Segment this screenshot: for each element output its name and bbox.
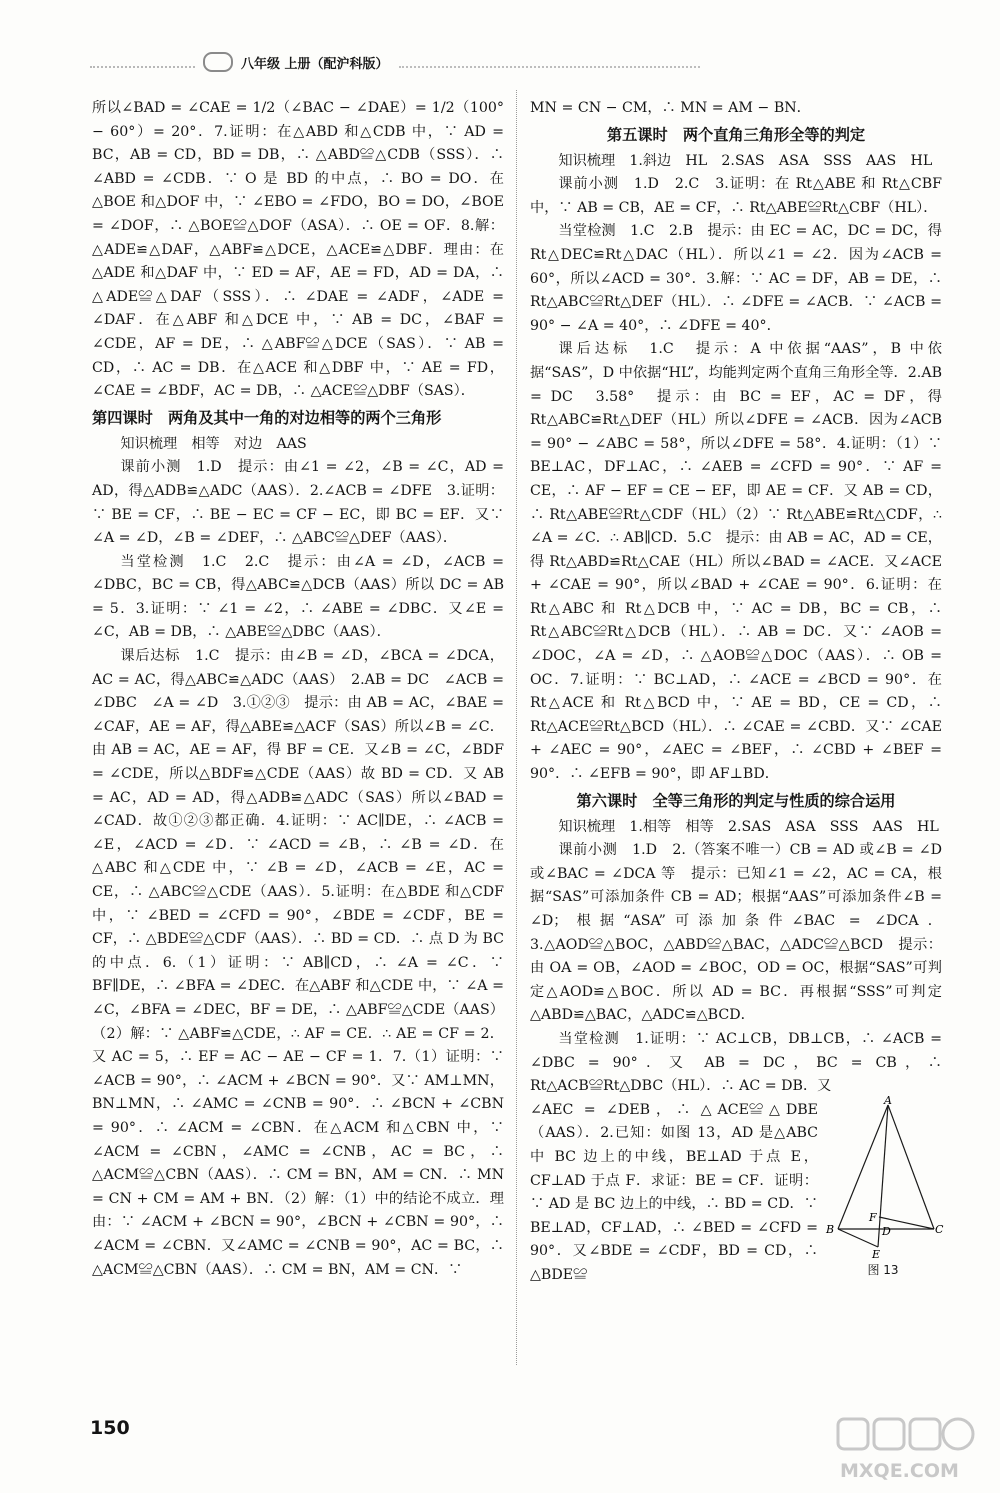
series-logo-icon	[203, 52, 233, 72]
answer-paragraph: 课前小测 1.D 2.C 3.证明：在 Rt△ABE 和 Rt△CBF 中，∵ AB = CB，AE = CF，∴ Rt△ABE≌Rt△CBF（HL）．	[530, 176, 942, 216]
figure-caption: 图 13	[867, 1262, 899, 1277]
answer-paragraph: 知识梳理 1.相等 相等 2.SAS ASA SSS AAS HL	[558, 818, 939, 835]
answer-paragraph: 当堂检测 1.C 2.C 提示：由∠A = ∠D，∠ACB = ∠DBC，BC = CB，得△ABC≌△DCB（AAS）所以 DC = AB = 5．3.证明：∵ ∠1 = ∠2，∴ ∠ABE = ∠DBC．又∠E = ∠C，AB = DB，∴ △ABE≌△DBC（AAS）．	[92, 553, 504, 641]
edge-ac	[888, 1105, 934, 1229]
label-e: E	[872, 1247, 881, 1261]
header-title: 八年级 上册（配沪科版）	[241, 56, 389, 72]
answer-paragraph: 当堂检测 1.C 2.B 提示：由 EC = AC，DC = DC，得 Rt△DEC≌Rt△DAC（HL）．所以∠1 = ∠2．因为∠ACB = 60°，所以∠ACD = 30°．3.解：∵ AC = DF，AB = DE，∴ Rt△ABC≌Rt△DEF（HL）．∴ ∠DFE = ∠ACB．∵ ∠ACB = 90° − ∠A = 40°，∴ ∠DFE = 40°．	[530, 223, 942, 334]
label-c: C	[935, 1222, 944, 1236]
right-column-wrap-paragraph: ∠AEC = ∠DEB，∴ △ACE≌△DBE（AAS）．2.已知：如图 13，AD 是△ABC 中 BC 边上的中线，BE⊥AD 于点 E，CF⊥AD 于点 F．求证：BE = CF．证明：∵ AD 是 BC 边上的中线，∴ BD = CD．∵ BE⊥AD，CF⊥AD，∴ ∠BED = ∠CFD = 90°．又∠BDE = ∠CDF，BD = CD，∴ △BDE≌	[530, 1101, 818, 1283]
page-header	[90, 50, 700, 74]
triangle-diagram	[824, 1093, 944, 1261]
page-number: 150	[90, 1417, 130, 1439]
answer-paragraph: 课后达标 1.C 提示：由∠B = ∠D，∠BCA = ∠DCA，AC = AC，得△ABC≌△ADC（AAS） 2.AB = DC ∠ACB = ∠DBC ∠A = ∠D 3.①②③ 提示：由 AB = AC，∠BAE = ∠CAF，AE = AF，得△ABE≌△ACF（SAS）所以∠B = ∠C．由 AB = AC，AE = AF，得 BF = CE．又∠B = ∠C，∠BDF = ∠CDE，所以△BDF≌△CDE（AAS）故 BD = CD．又 AB = AC，AD = AD，得△ADB≌△ADC（SAS）所以∠BAD = ∠CAD．故①②③都正确．4.证明：∵ AC∥DE，∴ ∠ACB = ∠E，∠ACD = ∠D．∵ ∠ACD = ∠B，∴ ∠B = ∠D．在△ABC 和△CDE 中，∵ ∠B = ∠D，∠ACB = ∠E，AC = CE，∴ △ABC≌△CDE（AAS）．5.证明：在△BDE 和△CDF 中，∵ ∠BED = ∠CFD = 90°，∠BDE = ∠CDF，BE = CF，∴ △BDE≌△CDF（AAS）．∴ BD = CD．∴ 点 D 为 BC 的中点．6.（1）证明：∵ AB∥CD，∴ ∠A = ∠C．∵ BF∥DE，∴ ∠BFA = ∠DEC．在△ABF 和△CDE 中，∵ ∠A = ∠C，∠BFA = ∠DEC，BF = DE，∴ △ABF≌△CDE（AAS）（2）解：∵ △ABF≌△CDE，∴ AF = CE．∴ AE = CF = 2．又 AC = 5，∴ EF = AC − AE − CF = 1．7.（1）证明：∵ ∠ACB = 90°，∴ ∠ACM + ∠BCN = 90°．又∵ AM⊥MN，BN⊥MN，∴ ∠AMC = ∠CNB = 90°．∴ ∠BCN + ∠CBN = 90°．∴ ∠ACM = ∠CBN．在△ACM 和△CBN 中，∵ ∠ACM = ∠CBN，∠AMC = ∠CNB，AC = BC，∴ △ACM≌△CBN（AAS）．∴ CM = BN，AM = CN．∴ MN = CN + CM = AM + BN．（2）解：（1）中的结论不成立．理由：∵ ∠ACM + ∠BCN = 90°，∠BCN + ∠CBN = 90°，∴ ∠ACM = ∠CBN．又∠AMC = ∠CNB = 90°，AC = BC，∴ △ACM≌△CBN（AAS）．∴ CM = BN，AM = CN．∵	[92, 648, 504, 1278]
answer-paragraph: 课前小测 1.D 2.（答案不唯一）CB = AD 或∠B = ∠D 或∠BAC = ∠DCA 等 提示：已知∠1 = ∠2，AC = CA，根据“SAS”可添加条件 CB = AD；根据“AAS”可添加条件∠B = ∠D；根据“ASA”可添加条件∠BAC = ∠DCA．3.△AOD≌△BOC，△ABD≌△BAC，△ADC≌△BCD 提示：由 OA = OB，∠AOD = ∠BOC，OD = OC，根据“SAS”可判定△AOD≌△BOC．所以 AD = BC．再根据“SSS”可判定△ABD≌△BAC，△ADC≌△BCD．	[530, 842, 942, 1024]
answer-paragraph: 所以∠BAD = ∠CAE = 1/2（∠BAC − ∠DAE）= 1/2（100° − 60°）= 20°．7.证明：在△ABD 和△CDB 中，∵ AD = BC，AB = CD，BD = DB，∴ △ABD≌△CDB（SSS）．∴ ∠ABD = ∠CDB．∵ O 是 BD 的中点，∴ BO = DO．在△BOE 和△DOF 中，∵ ∠EBO = ∠FDO，BO = DO，∠BOE = ∠DOF，∴ △BOE≌△DOF（ASA）．∴ OE = OF．8.解：△ADE≌△DAF，△ABF≌△DCE，△ACE≌△DBF．理由：在△ADE 和△DAF 中，∵ ED = AF，AE = FD，AD = DA，∴ △ADE≌△DAF（SSS）．∴ ∠DAE = ∠ADF，∠ADE = ∠DAF．在△ABF 和△DCE 中，∵ AB = DC，∠BAF = ∠CDE，AF = DE，∴ △ABF≌△DCE（SAS）．∵ AB = CD，∴ AC = DB．在△ACE 和△DBF 中，∵ AE = FD，∠CAE = ∠BDF，AC = DB，∴ △ACE≌△DBF（SAS）．	[92, 100, 504, 400]
label-f: F	[869, 1210, 877, 1224]
figure-13	[824, 1093, 944, 1283]
right-column	[530, 97, 942, 1288]
label-b: B	[826, 1222, 835, 1236]
label-d: D	[882, 1224, 891, 1238]
answer-paragraph: 知识梳理 1.斜边 HL 2.SAS ASA SSS AAS HL	[558, 152, 933, 169]
answer-paragraph: 当堂检测 1.证明：∵ AC⊥CB，DB⊥CB，∴ ∠ACB = ∠DBC = 90°．又 AB = DC，BC = CB，∴ Rt△ACB≌Rt△DBC（HL）．∴ AC = DB．又	[530, 1030, 942, 1095]
lesson-heading: 第四课时 两角及其中一角的对边相等的两个三角形	[92, 408, 442, 427]
watermark-logo	[830, 1415, 980, 1485]
watermark-text: MXQE.COM	[840, 1460, 959, 1482]
answer-paragraph: 课后达标 1.C 提示：A 中依据“AAS”，B 中依据“SAS”，D 中依据“HL”，均能判定两个直角三角形全等．2.AB = DC 3.58° 提示：由 BC = EF，AC = DF，得 Rt△ABC≌Rt△DEF（HL）所以∠DFE = ∠ACB．因为∠ACB = 90° − ∠ABC = 58°，所以∠DFE = 58°．4.证明：（1）∵ BE⊥AC，DF⊥AC，∴ ∠AEB = ∠CFD = 90°．∵ AF = CE，∴ AF − EF = CE − EF，即 AE = CF．又 AB = CD，∴ Rt△ABE≌Rt△CDF（HL）（2）∵ Rt△ABE≌Rt△CDF，∴ ∠A = ∠C．∴ AB∥CD．5.C 提示：由 AB = AC，AD = CE，得 Rt△ABD≌Rt△CAE（HL）所以∠BAD = ∠ACE．又∠ACE + ∠CAE = 90°，所以∠BAD + ∠CAE = 90°．6.证明：在 Rt△ABC 和 Rt△DCB 中，∵ AC = DB，BC = CB，∴ Rt△ABC≌Rt△DCB（HL）．∴ AB = DC．又∵ ∠AOB = ∠DOC，∠A = ∠D，∴ △AOB≌△DOC（AAS）．∴ OB = OC．7.证明：∵ BC⊥AD，∴ ∠ACE = ∠BCD = 90°．在 Rt△ACE 和 Rt△BCD 中，∵ AE = BD，CE = CD，∴ Rt△ACE≌Rt△BCD（HL）．∴ ∠CAE = ∠CBD．又∵ ∠CAE + ∠AEC = 90°，∠AEC = ∠BEF，∴ ∠CBD + ∠BEF = 90°．∴ ∠EFB = 90°，即 AF⊥BD．	[530, 341, 942, 783]
segment-be	[838, 1229, 878, 1247]
answer-paragraph: 知识梳理 相等 对边 AAS	[120, 435, 307, 452]
column-divider	[516, 90, 517, 1365]
lesson-heading: 第五课时 两个直角三角形全等的判定	[606, 125, 866, 144]
left-column	[92, 97, 504, 1282]
lesson-heading: 第六课时 全等三角形的判定与性质的综合运用	[576, 791, 896, 810]
header-decoration	[90, 56, 195, 68]
answer-paragraph: MN = CN − CM，∴ MN = AM − BN．	[530, 100, 811, 116]
label-a: A	[884, 1093, 892, 1107]
header-dotted-rule	[399, 56, 700, 68]
answer-paragraph: 课前小测 1.D 提示：由∠1 = ∠2，∠B = ∠C，AD = AD，得△ADB≌△ADC（AAS）．2.∠ACB = ∠DFE 3.证明：∵ BE = CF，∴ BE − EC = CF − EC，即 BC = EF．又∵ ∠A = ∠D，∠B = ∠DEF，∴ △ABC≌△DEF（AAS）．	[92, 459, 504, 547]
